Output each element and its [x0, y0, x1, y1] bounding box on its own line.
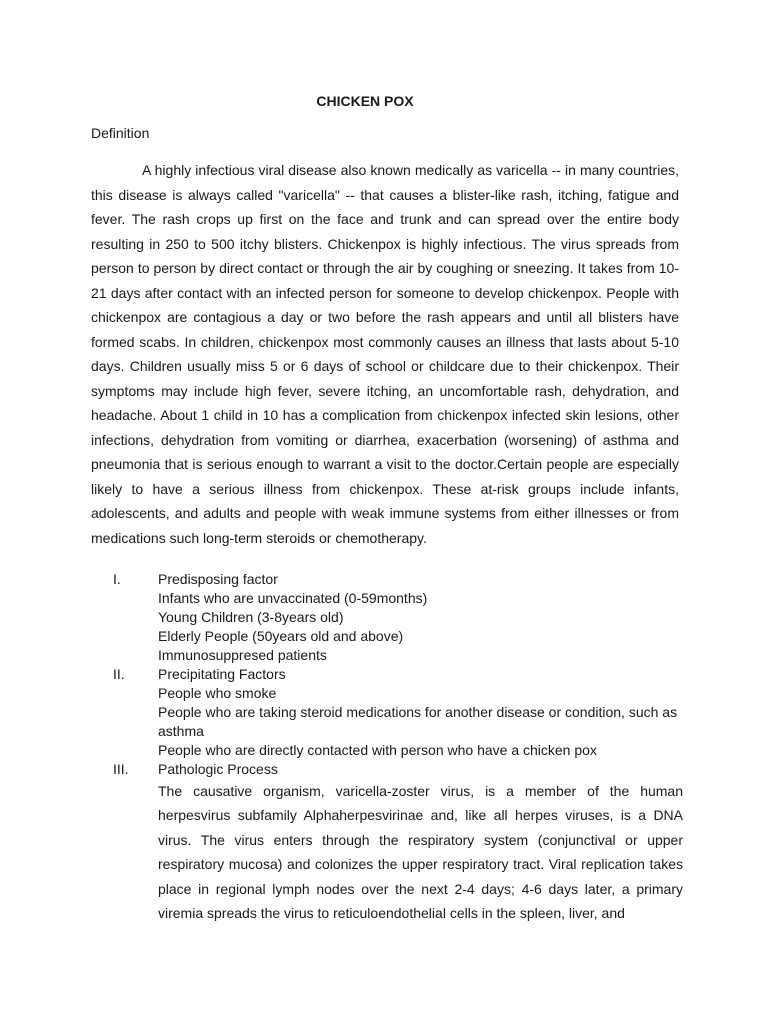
outline-item-title: Predisposing factor: [158, 571, 278, 587]
outline-item-predisposing: [113, 570, 683, 665]
outline-numeral: I.: [113, 571, 121, 587]
list-item: Immunosuppresed patients: [158, 647, 327, 663]
list-item: People who are directly contacted with person who have a chicken pox: [158, 742, 597, 758]
list-item: People who are taking steroid medications for another disease or condition, such as asthma: [158, 704, 678, 739]
definition-heading: Definition: [91, 125, 150, 141]
list-item: Elderly People (50years old and above): [158, 628, 404, 644]
pathologic-process-text: The causative organism, varicella-zoster virus, is a member of the human herpesvirus subfamily Alphaherpesvirinae and, like all herpes viruses, is a DNA virus. The virus enters through the respiratory system (conjunctival or upper respiratory mucosa) and colonizes the upper respiratory tract. Viral replication takes place in regional lymph nodes over the next 2-4 days; 4-6 days later, a primary viremia spreads the virus to reticuloendothelial cells in the spleen, liver, and: [158, 783, 683, 922]
outline-item-title: Precipitating Factors: [158, 666, 286, 682]
outline-item-precipitating: [113, 665, 683, 760]
list-item: Young Children (3-8years old): [158, 609, 344, 625]
outline-item-title: Pathologic Process: [158, 761, 278, 777]
list-item: People who smoke: [158, 685, 277, 701]
outline-list: [113, 570, 683, 925]
outline-numeral: III.: [113, 761, 129, 777]
outline-numeral: II.: [113, 666, 125, 682]
definition-paragraph: A highly infectious viral disease also known medically as varicella -- in many countries, this disease is always called "varicella" -- that causes a blister-like rash, itching, fatigue and fever. The rash crops up first on the face and trunk and can spread over the entire body resulting in 250 to 500 itchy blisters. Chickenpox is highly infectious. The virus spreads from person to person by direct contact or through the air by coughing or sneezing. It takes from 10-21 days after contact with an infected person for someone to develop chickenpox. People with chickenpox are contagious a day or two before the rash appears and until all blisters have formed scabs. In children, chickenpox most commonly causes an illness that lasts about 5-10 days. Children usually miss 5 or 6 days of school or childcare due to their chickenpox. Their symptoms may include high fever, severe itching, an uncomfortable rash, dehydration, and headache. About 1 child in 10 has a complication from chickenpox infected skin lesions, other infections, dehydration from vomiting or diarrhea, exacerbation (worsening) of asthma and pneumonia that is serious enough to warrant a visit to the doctor.Certain people are especially likely to have a serious illness from chickenpox. These at-risk groups include infants, adolescents, and adults and people with weak immune systems from either illnesses or from medications such long-term steroids or chemotherapy.: [91, 162, 679, 546]
outline-item-pathologic: [113, 760, 683, 925]
page-title: CHICKEN POX: [316, 93, 414, 109]
list-item: Infants who are unvaccinated (0-59months): [158, 590, 428, 606]
